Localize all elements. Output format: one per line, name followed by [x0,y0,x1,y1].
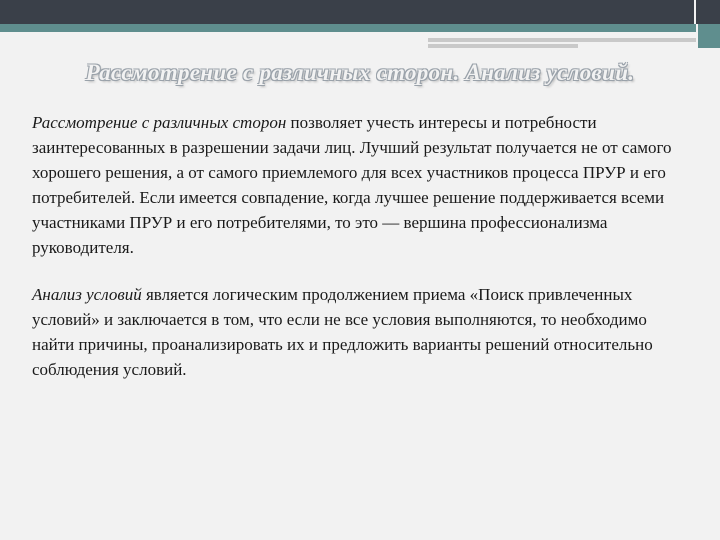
decorative-line-short [428,44,578,48]
paragraph-conditions [32,282,692,382]
term-perspectives: Рассмотрение с различных сторон [32,113,287,132]
paragraph-conditions-text: является логическим продолжением приема «Поиск привлеченных условий» и заключается в том, что если не все условия выполняются, то необходимо найти причины, проанализировать их и предложить варианты решений относительно соблюдения условий. [32,285,653,379]
header-corner-block [694,0,720,24]
term-conditions: Анализ условий [32,285,142,304]
slide-title: Рассмотрение с различных сторон. Анализ условий. [85,60,635,85]
header-bar [0,0,720,24]
accent-corner-block [698,24,720,48]
paragraph-perspectives-text: позволяет учесть интересы и потребности заинтересованных в разрешении задачи лиц. Лучший результат получается не от самого хорошего решения, а от самого приемлемого для всех участников процесса ПРУР и его потребителей. Если имеется совпадение, когда лучшее решение поддерживается всеми участниками ПРУР и его потребителями, то это — вершина профессионализма руководителя. [32,113,672,257]
paragraph-perspectives [32,110,692,260]
decorative-line [428,38,696,42]
accent-bar [0,24,696,32]
slide-body [32,110,692,404]
